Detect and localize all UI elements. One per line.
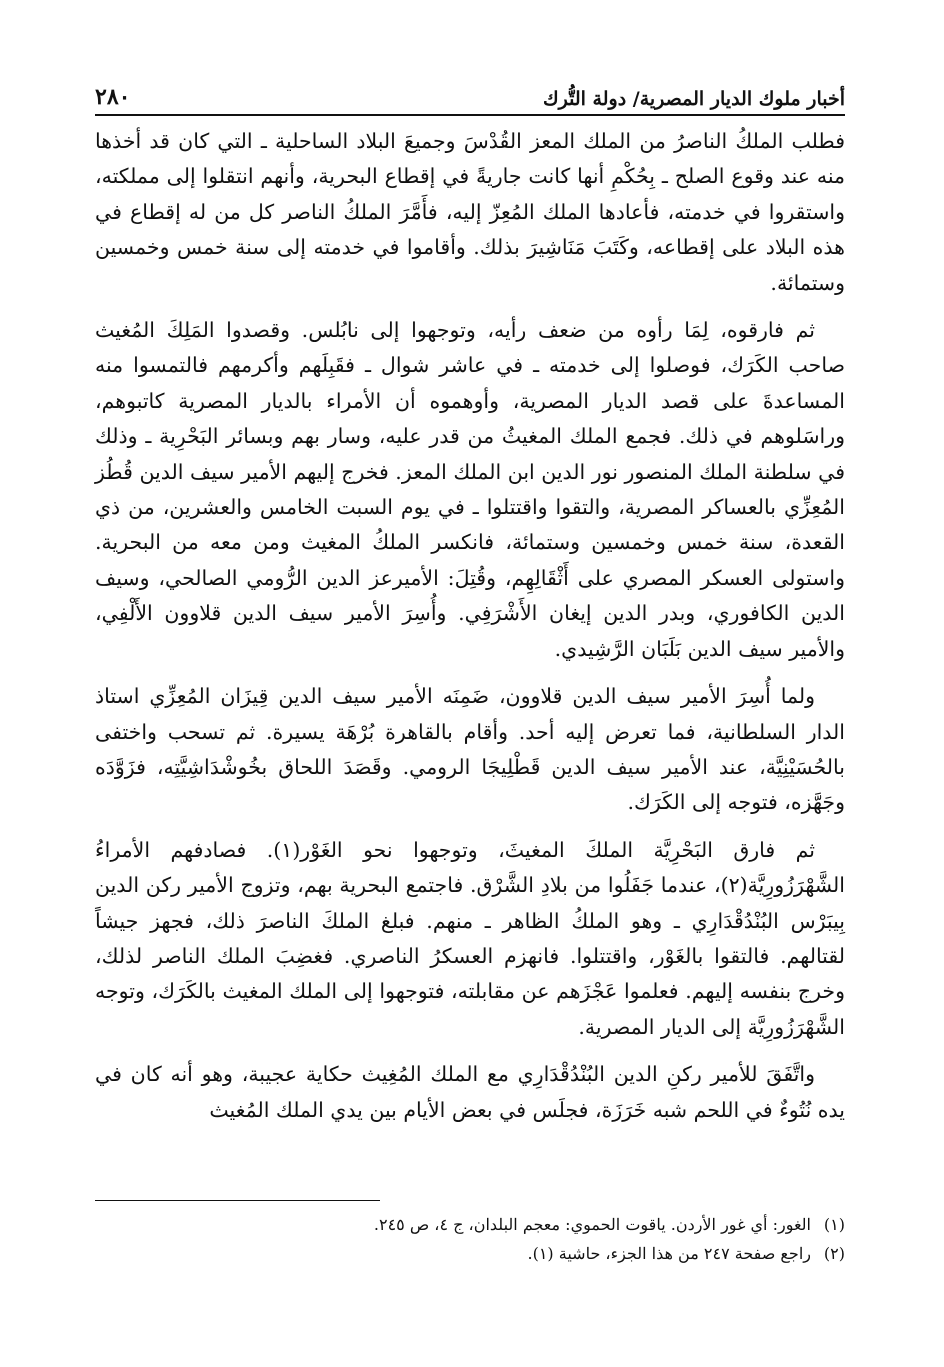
running-header [95, 70, 845, 116]
footnote-2 [95, 1239, 845, 1268]
footnote-mark: (٢) [823, 1244, 845, 1263]
footnote-mark: (١) [823, 1215, 845, 1234]
footnote-divider [95, 1200, 380, 1201]
paragraph-4: ثم فارق البَحْرِيَّة الملكَ المغيثَ، وتوجهوا نحو الغَوْر(١). فصادفهم الأمراءُ الشَّهْرَزُورِيَّة(٢)، عندما جَفَلُوا من بلادِ الشَّرْق. فاجتمع البحرية بهم، وتزوج الأمير ركن الدين بِيبَرْس البُنْدُقْدَارِي ـ وهو الملكُ الظاهر ـ منهم. فبلغ الملكَ الناصرَ ذلك، فجهز جيشاً لقتالهم. فالتقوا بالغَوْر، واقتتلوا. فانهزم العسكرُ الناصري. فغضِبَ الملك الناصر لذلك، وخرج بنفسه إليهم. فعلموا عَجْزَهم عن مقابلته، فتوجهوا إلى الملك المغيث بالكَرَك، وتوجه الشَّهْرَزُورِيَّة إلى الديار المصرية. [95, 837, 845, 1039]
paragraph-2: ثم فارقوه، لِمَا رأوه من ضعف رأيه، وتوجهوا إلى نابُلس. وقصدوا المَلِكَ المُغيث صاحب الكَرَك، فوصلوا إلى خدمته ـ في عاشر شوال ـ فقَبِلَهم وأكرمهم فالتمسوا منه المساعدةَ على قصد الديار المصرية، وأوهموه أن الأمراء بالديار المصرية كاتبوهم، وراسَلوهم في ذلك. فجمع الملك المغيثُ من قدر عليه، وسار بهم وبسائر البَحْرِية ـ وذلك في سلطنة الملك المنصور نور الدين ابن الملك المعز. فخرج إليهم الأمير سيف الدين قُطُز المُعِزِّي بالعساكر المصرية، والتقوا واقتتلوا ـ في يوم السبت الخامس والعشرين، من ذي القعدة، سنة خمس وخمسين وستمائة، فانكسر الملكُ المغيث ومن معه من البحرية. واستولى العسكر المصري على أَثْقَالِهِم، وقُتِلَ: الأميرعز الدين الرُّومي الصالحي، وسيف الدين الكافوري، وبدر الدين إيغان الأَشْرَفِي. وأُسِرَ الأمير سيف الدين قلاوون الأَلْفِي، والأمير سيف الدين بَلَبَان الرَّشِيدي. [95, 318, 845, 661]
footnotes [95, 1210, 845, 1268]
footnote-text: الغور: أي غور الأردن. ياقوت الحموي: معجم البلدان، ج ٤، ص ٢٤٥. [373, 1215, 811, 1234]
book-page [95, 70, 845, 1350]
paragraph-1: فطلب الملكُ الناصرُ من الملك المعز القُدْسَ وجميعَ البلاد الساحلية ـ التي كان قد أخذها منه عند وقوع الصلح ـ بِحُكْمِ أنها كانت جاريةً في إقطاع البحرية، وأنهم انتقلوا إلى مملكته، واستقروا في خدمته، فأعادها الملك المُعِزّ إليه، فأَمَّرَ الملكُ الناصر كل من له إقطاع في هذه البلاد على إقطاعه، وكَتَبَ مَنَاشِيرَ بذلك. وأقاموا في خدمته إلى سنة خمس وخمسين وستمائة. [95, 129, 845, 295]
paragraph-3: ولما أُسِرَ الأمير سيف الدين قلاوون، ضَمِنَه الأمير سيف الدين قِيزَان المُعِزِّي استاذ الدار السلطانية، فما تعرض إليه أحد. وأقام بالقاهرة بُرْهَة يسيرة. ثم تسحب واختفى بالحُسَيْنِيَّة، عند الأمير سيف الدين قَطْلِيجَا الرومي. وقَصَدَ اللحاق بخُوشْدَاشِيَّتِه، فزَوَّدَه وجَهَّزه، فتوجه إلى الكَرَك. [95, 684, 845, 815]
page-number: ٢٨٠ [95, 84, 131, 110]
running-title: أخبار ملوك الديار المصرية/ دولة التُّرك [542, 88, 845, 110]
paragraph-5: واتَّفَقَ للأمير ركنِ الدين البُنْدُقْدَارِي مع الملك المُغِيث حكاية عجيبة، وهو أنه كان في يده نُتُوءٌ في اللحم شبه خَرَزَة، فجلَس في بعض الأيام بين يدي الملك المُغيث [95, 1062, 845, 1122]
body-text [95, 124, 845, 1128]
footnote-text: راجع صفحة ٢٤٧ من هذا الجزء، حاشية (١). [527, 1244, 811, 1263]
footnote-1 [95, 1210, 845, 1239]
